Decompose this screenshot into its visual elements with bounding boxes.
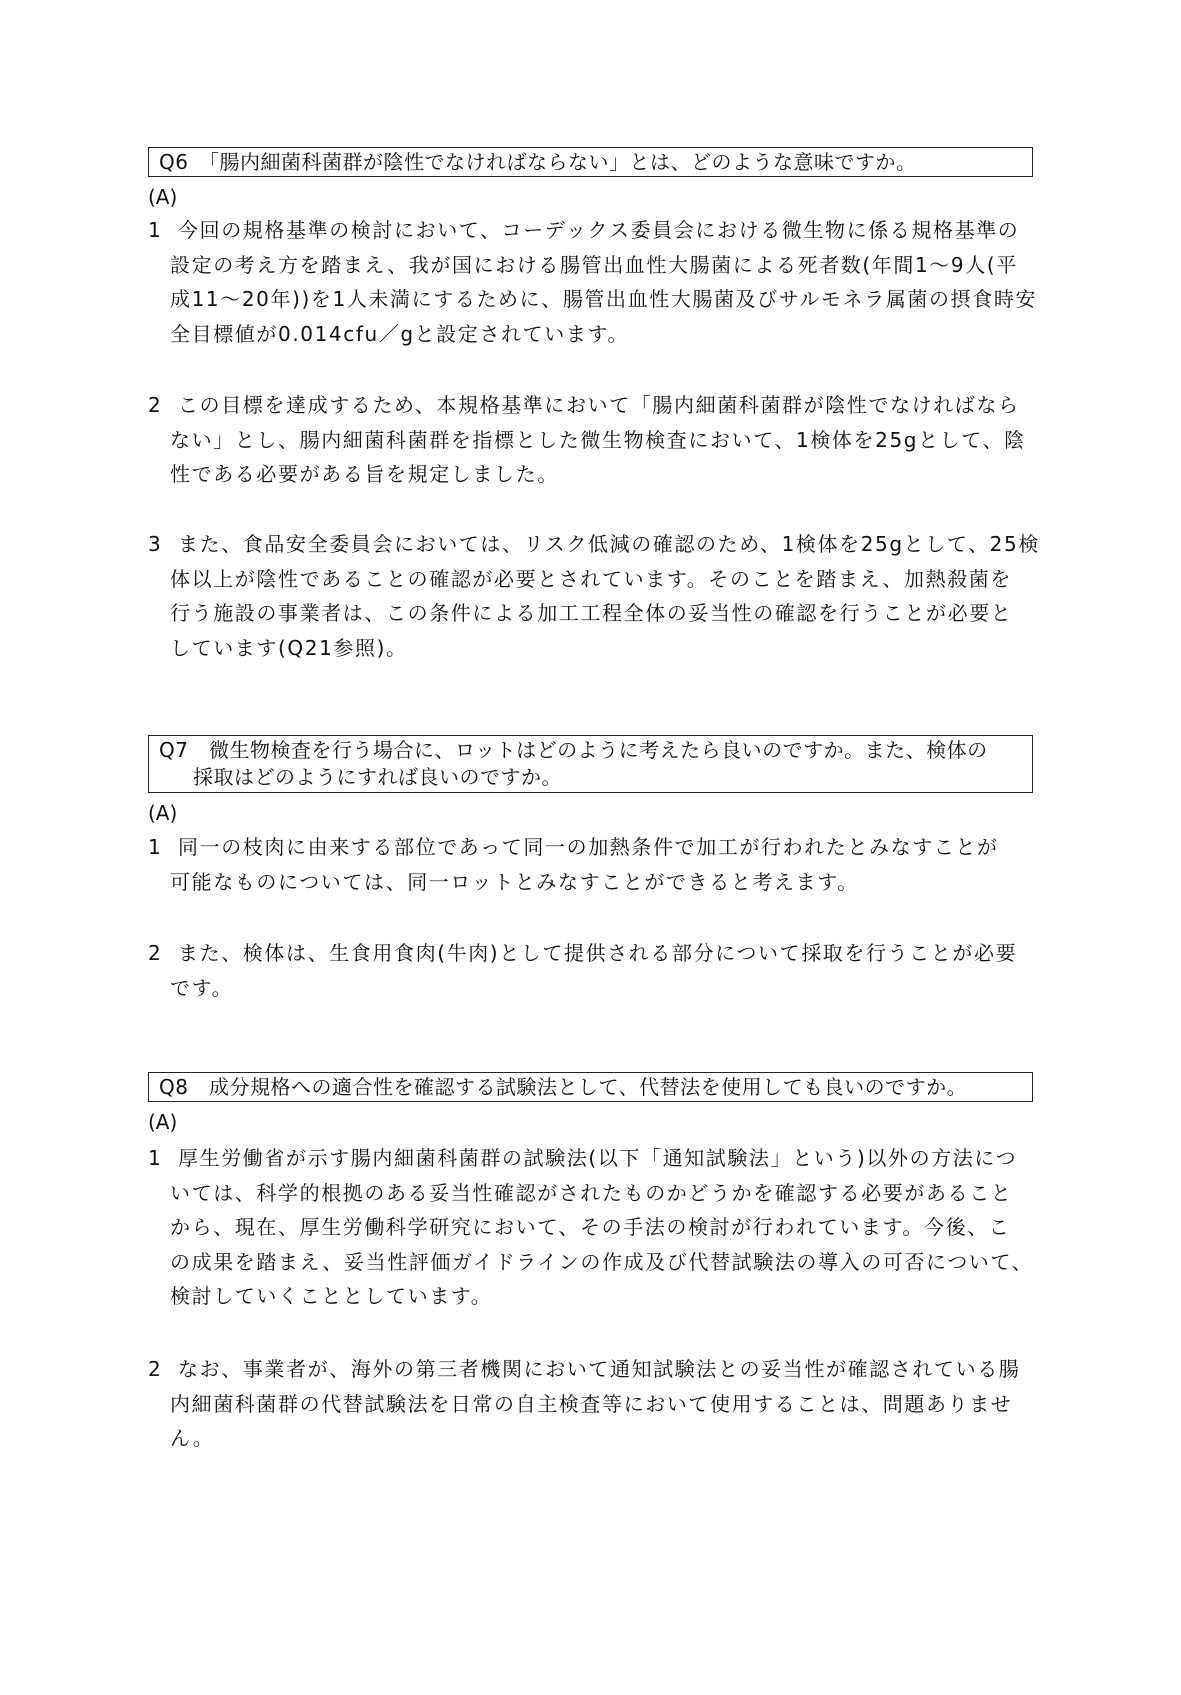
item-text-line: ない」とし、腸内細菌科菌群を指標とした微生物検査において、1検体を25gとして、陰 [170,427,1026,452]
answer-item [148,213,1038,351]
item-text-line: しています(Q21参照)。 [170,635,408,660]
item-number: 1 [148,218,163,242]
item-text-line: の成果を踏まえ、妥当性評価ガイドラインの作成及び代替試験法の導入の可否について、 [170,1249,1034,1274]
item-text-line: 内細菌科菌群の代替試験法を日常の自主検査等において使用することは、問題ありませ [170,1391,1013,1416]
item-text-line: です。 [170,975,234,1000]
question-box-q6 [148,147,1033,177]
item-number: 2 [148,941,163,965]
answer-label: (A) [148,1110,178,1134]
question-text: 採取はどのようにすれば良いのですか。 [193,765,562,789]
item-text-line: ん。 [170,1426,215,1451]
item-text-line: また、検体は、生食用食肉(牛肉)として提供される部分について採取を行うことが必要 [178,941,1018,965]
answer-label: (A) [148,801,178,825]
item-text-line: 設定の考え方を踏まえ、我が国における腸管出血性大腸菌による死者数(年間1～9人(平 [170,252,1018,277]
item-text-line: 体以上が陰性であることの確認が必要とされています。そのことを踏まえ、加熱殺菌を [170,566,1012,591]
item-number: 2 [148,393,163,417]
item-text-line: 成11～20年))を1人未満にするために、腸管出血性大腸菌及びサルモネラ属菌の摂食時安 [170,287,1038,312]
item-text-line: から、現在、厚生労働科学研究において、その手法の検討が行われています。今後、こ [170,1215,1011,1240]
item-text-line: 性である必要がある旨を規定しました。 [170,462,559,487]
item-text-line: なお、事業者が、海外の第三者機関において通知試験法との妥当性が確認されている腸 [178,1357,1021,1381]
item-text-line: また、食品安全委員会においては、リスク低減の確認のため、1検体を25gとして、25検 [178,532,1040,556]
item-number: 3 [148,532,163,556]
item-number: 1 [148,835,163,859]
item-text-line: 行う施設の事業者は、この条件による加工工程全体の妥当性の確認を行うことが必要と [170,601,1013,626]
question-text: Q6 「腸内細菌科菌群が陰性でなければならない」とは、どのような意味ですか。 [159,150,917,174]
item-text-line: この目標を達成するため、本規格基準において「腸内細菌科菌群が陰性でなければなら [178,393,1020,417]
item-number: 1 [148,1146,163,1170]
answer-item [148,936,1034,1005]
answer-item [148,1141,1034,1314]
item-number: 2 [148,1357,163,1381]
question-text: Q8 成分規格への適合性を確認する試験法として、代替法を使用しても良いのですか。 [159,1075,968,1099]
answer-item [148,388,1034,492]
question-box-q7 [148,735,1033,793]
item-text-line: 今回の規格基準の検討において、コーデックス委員会における微生物に係る規格基準の [178,218,1020,242]
question-box-q8 [148,1072,1033,1102]
item-text-line: 検討していくこととしています。 [170,1284,493,1309]
answer-item [148,1352,1034,1456]
item-text-line: いては、科学的根拠のある妥当性確認がされたものかどうかを確認する必要があること [170,1180,1013,1205]
answer-item [148,830,1034,899]
item-text-line: 可能なものについては、同一ロットとみなすことができると考えます。 [170,869,859,894]
item-text-line: 厚生労働省が示す腸内細菌科菌群の試験法(以下「通知試験法」という)以外の方法につ [178,1146,1018,1170]
answer-item [148,527,1040,665]
question-text: Q7 微生物検査を行う場合に、ロットはどのように考えたら良いのですか。また、検体の [159,738,988,762]
item-text-line: 同一の枝肉に由来する部位であって同一の加熱条件で加工が行われたとみなすことが [178,835,999,859]
answer-label: (A) [148,185,178,209]
item-text-line: 全目標値が0.014cfu／gと設定されています。 [170,321,630,346]
